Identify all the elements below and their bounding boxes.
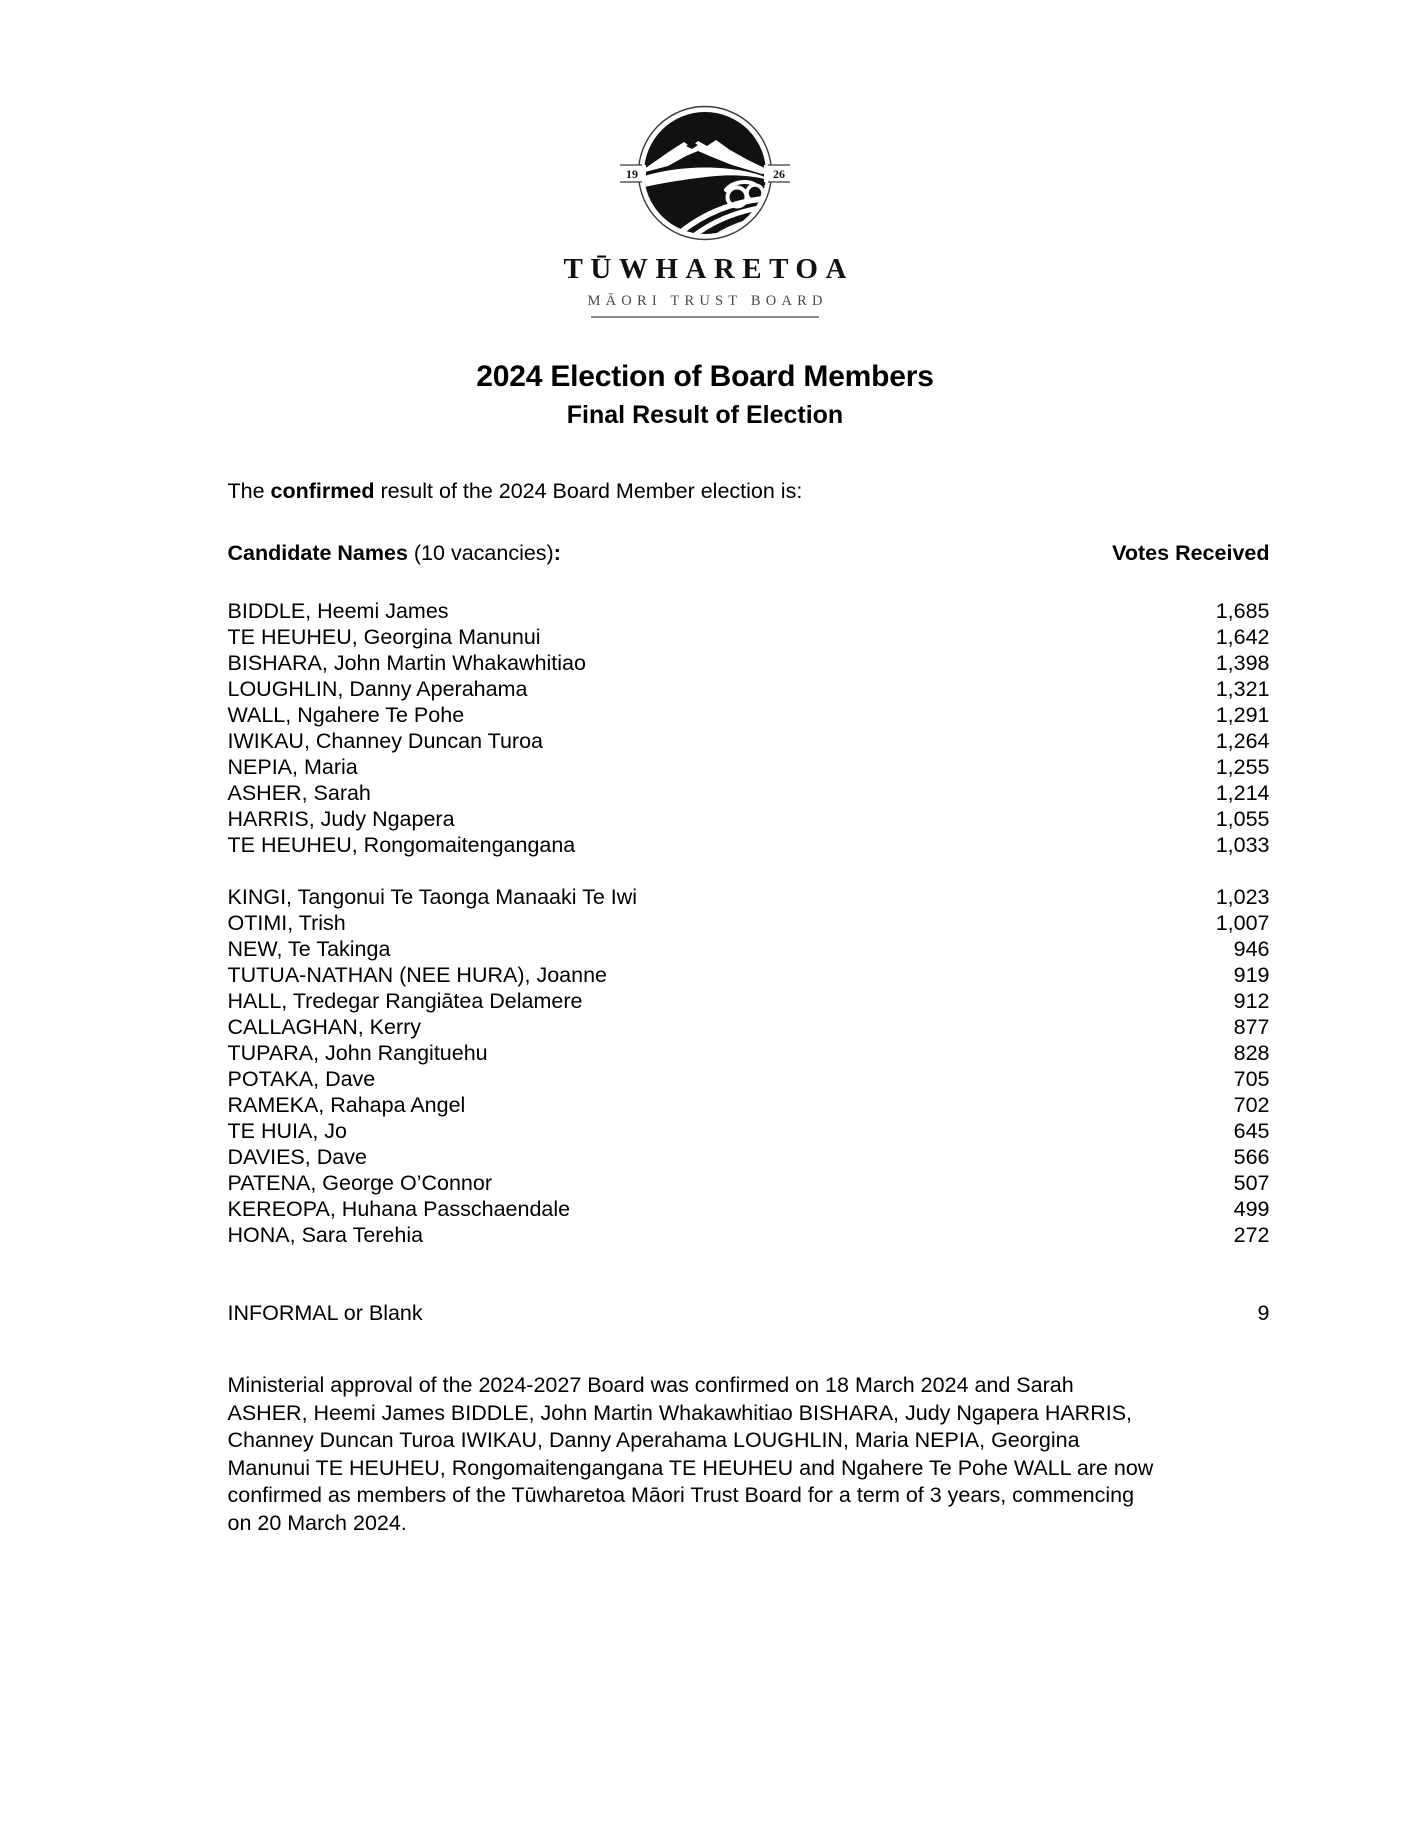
candidate-names-header-vacancies: (10 vacancies)	[407, 541, 554, 566]
candidate-votes: 272	[1233, 1223, 1270, 1248]
candidate-name: DAVIES, Dave	[227, 1145, 367, 1170]
candidate-name: NEPIA, Maria	[227, 755, 358, 780]
table-row	[228, 832, 1298, 858]
candidate-name: CALLAGHAN, Kerry	[227, 1015, 422, 1040]
candidate-votes: 1,264	[1215, 729, 1270, 754]
candidate-name: PATENA, George O’Connor	[227, 1171, 492, 1196]
table-row	[228, 806, 1298, 832]
unelected-candidates-group	[228, 884, 1298, 1248]
candidate-votes: 1,055	[1215, 807, 1270, 832]
letterhead-divider	[591, 316, 819, 318]
candidate-name: OTIMI, Trish	[227, 911, 346, 936]
results-group-separator	[228, 858, 1298, 884]
letterhead	[0, 0, 1410, 318]
informal-votes: 9	[1257, 1301, 1270, 1326]
candidate-votes: 1,321	[1215, 677, 1270, 702]
results-group-separator	[228, 1274, 1298, 1300]
intro-bold-word: confirmed	[270, 479, 375, 504]
table-row	[228, 1118, 1298, 1144]
table-row	[228, 1066, 1298, 1092]
candidate-votes: 1,398	[1215, 651, 1270, 676]
table-row	[228, 624, 1298, 650]
table-row	[228, 1170, 1298, 1196]
candidate-votes: 1,642	[1215, 625, 1270, 650]
table-row	[228, 598, 1298, 624]
candidate-name: KINGI, Tangonui Te Taonga Manaaki Te Iwi	[227, 885, 638, 910]
crest-icon	[612, 98, 798, 248]
candidate-votes: 566	[1233, 1145, 1270, 1170]
candidate-name: BIDDLE, Heemi James	[227, 599, 449, 624]
table-row	[228, 884, 1298, 910]
tuwharetoa-crest-logo	[555, 98, 855, 248]
candidate-name: TE HUIA, Jo	[227, 1119, 347, 1144]
candidate-name: HARRIS, Judy Ngapera	[227, 807, 455, 832]
candidate-votes: 1,033	[1215, 833, 1270, 858]
results-list	[228, 598, 1298, 1326]
candidate-name: LOUGHLIN, Danny Aperahama	[227, 677, 528, 702]
table-row	[228, 702, 1298, 728]
intro-prefix: The	[227, 479, 271, 504]
table-row	[228, 936, 1298, 962]
table-row	[228, 676, 1298, 702]
candidate-name: TE HEUHEU, Rongomaitengangana	[227, 833, 576, 858]
table-row	[228, 728, 1298, 754]
votes-received-header: Votes Received	[1112, 541, 1270, 566]
table-row	[228, 962, 1298, 988]
candidate-name: WALL, Ngahere Te Pohe	[227, 703, 465, 728]
candidate-votes: 1,214	[1215, 781, 1270, 806]
candidate-votes: 877	[1233, 1015, 1270, 1040]
candidate-names-header-colon: :	[553, 541, 561, 566]
candidate-votes: 1,023	[1215, 885, 1270, 910]
informal-label: INFORMAL or Blank	[227, 1301, 423, 1326]
candidate-name: HONA, Sara Terehia	[227, 1223, 424, 1248]
candidate-name: IWIKAU, Channey Duncan Turoa	[227, 729, 543, 754]
candidate-votes: 1,255	[1215, 755, 1270, 780]
page-subtitle: Final Result of Election	[566, 401, 844, 430]
informal-votes-row	[228, 1300, 1298, 1326]
table-row	[228, 650, 1298, 676]
candidate-name: TUPARA, John Rangituehu	[227, 1041, 488, 1066]
elected-candidates-group	[228, 598, 1298, 858]
intro-paragraph	[228, 478, 1298, 506]
candidate-votes: 645	[1233, 1119, 1270, 1144]
logo-year-left: 19	[626, 167, 638, 181]
candidate-votes: 828	[1233, 1041, 1270, 1066]
candidate-name: HALL, Tredegar Rangiātea Delamere	[227, 989, 583, 1014]
table-row	[228, 1196, 1298, 1222]
org-subtitle: MĀORI TRUST BOARD	[587, 293, 828, 310]
table-row	[228, 1144, 1298, 1170]
results-column-headers	[228, 541, 1298, 566]
table-row	[228, 1092, 1298, 1118]
candidate-votes: 507	[1233, 1171, 1270, 1196]
candidate-votes: 912	[1233, 989, 1270, 1014]
table-row	[228, 1014, 1298, 1040]
candidate-name: BISHARA, John Martin Whakawhitiao	[227, 651, 586, 676]
candidate-votes: 1,291	[1215, 703, 1270, 728]
candidate-name: TE HEUHEU, Georgina Manunui	[227, 625, 541, 650]
candidate-name: NEW, Te Takinga	[227, 937, 391, 962]
table-row	[228, 910, 1298, 936]
results-group-separator	[228, 1248, 1298, 1274]
intro-suffix: result of the 2024 Board Member election is:	[374, 479, 803, 504]
org-name: TŪWHARETOA	[563, 253, 854, 285]
table-row	[228, 754, 1298, 780]
document-body	[113, 478, 1298, 1537]
candidate-name: POTAKA, Dave	[227, 1067, 376, 1092]
candidate-name: ASHER, Sarah	[227, 781, 371, 806]
candidate-name: KEREOPA, Huhana Passchaendale	[227, 1197, 571, 1222]
page-title: 2024 Election of Board Members	[476, 360, 934, 394]
candidate-names-header	[228, 541, 561, 566]
logo-year-right: 26	[773, 167, 785, 181]
candidate-name: TUTUA-NATHAN (NEE HURA), Joanne	[227, 963, 607, 988]
table-row	[228, 1222, 1298, 1248]
closing-paragraph: Ministerial approval of the 2024-2027 Board was confirmed on 18 March 2024 and Sarah ASHER, Heemi James BIDDLE, John Martin Whakawhitiao BISHARA, Judy Ngapera HARRIS, Channey Duncan Turoa IWIKAU, Danny Aperahama LOUGHLIN, Maria NEPIA, Georgina Manunui TE HEUHEU, Rongomaitengangana TE HEUHEU and Ngahere Te Pohe WALL are now confirmed as members of the Tūwharetoa Māori Trust Board for a term of 3 years, commencing on 20 March 2024.	[227, 1373, 1154, 1535]
candidate-votes: 1,685	[1215, 599, 1270, 624]
candidate-votes: 919	[1233, 963, 1270, 988]
candidate-names-header-bold: Candidate Names	[227, 541, 408, 566]
table-row	[228, 780, 1298, 806]
candidate-votes: 1,007	[1215, 911, 1270, 936]
candidate-votes: 705	[1233, 1067, 1270, 1092]
table-row	[228, 1040, 1298, 1066]
table-row	[228, 988, 1298, 1014]
candidate-name: RAMEKA, Rahapa Angel	[227, 1093, 466, 1118]
candidate-votes: 702	[1233, 1093, 1270, 1118]
candidate-votes: 946	[1233, 937, 1270, 962]
candidate-votes: 499	[1233, 1197, 1270, 1222]
